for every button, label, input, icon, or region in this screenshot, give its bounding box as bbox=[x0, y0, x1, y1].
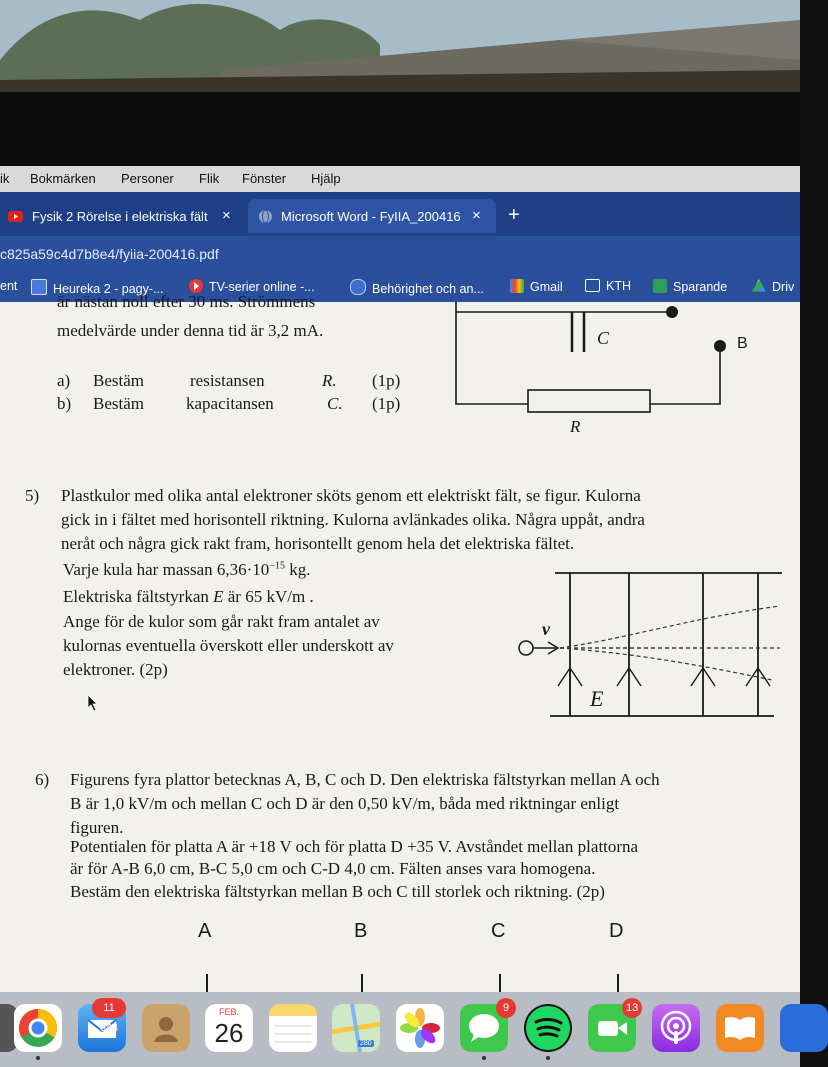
q4-b-verb: Bestäm bbox=[93, 394, 144, 413]
mouse-cursor-icon bbox=[86, 694, 100, 712]
q5-line: Plastkulor med olika antal elektroner sköts genom ett elektriskt fält, se figur. Kulorna bbox=[61, 486, 641, 505]
url-text: c825a59c4d7b8e4/fyiia-200416.pdf bbox=[0, 246, 219, 262]
youtube-icon bbox=[8, 211, 23, 222]
facetime-icon[interactable] bbox=[588, 1002, 639, 1052]
menu-item-people[interactable]: Personer bbox=[121, 171, 174, 186]
q4-b-word: kapacitansen bbox=[186, 394, 274, 413]
bookmark-label: Gmail bbox=[530, 280, 563, 294]
q4-a-symbol: R. bbox=[322, 371, 337, 390]
contacts-icon[interactable] bbox=[142, 1004, 190, 1052]
electric-field-figure bbox=[510, 568, 785, 720]
particle-circle bbox=[519, 641, 533, 655]
q6-number: 6) bbox=[35, 770, 50, 789]
maps-icon[interactable] bbox=[332, 1004, 380, 1052]
velocity-label: v bbox=[542, 619, 550, 639]
terminal-b-dot bbox=[714, 340, 726, 352]
book-icon bbox=[31, 279, 47, 295]
q5-mass-text: Varje kula har massan 6,36·10 bbox=[63, 560, 270, 579]
q5-field-text: Elektriska fältstyrkan bbox=[63, 587, 209, 606]
tab-word[interactable] bbox=[248, 199, 496, 233]
q5-line: Ange för de kulor som går rakt fram antalet av bbox=[63, 612, 380, 631]
folder-icon bbox=[585, 279, 600, 292]
q4-b-label: b) bbox=[57, 394, 72, 413]
menu-item-bookmarks[interactable]: Bokmärken bbox=[30, 171, 96, 186]
q6-line: är för A-B 6,0 cm, B-C 5,0 cm och C-D 4,0 cm. Fälten anses vara homogena. bbox=[70, 859, 596, 878]
q4-b-points: (1p) bbox=[372, 394, 401, 413]
menu-item-ik[interactable]: ik bbox=[0, 171, 10, 186]
podcasts-icon[interactable] bbox=[652, 1004, 700, 1052]
bookmark-label: Behörighet och an... bbox=[372, 282, 484, 296]
bookmark-gmail[interactable] bbox=[510, 279, 563, 294]
capacitor-label: C bbox=[597, 328, 610, 348]
q4-a-word: resistansen bbox=[190, 371, 265, 390]
mail-icon[interactable] bbox=[78, 1004, 126, 1052]
maps-badge: 280 bbox=[360, 1040, 372, 1047]
plate-label-a: A bbox=[198, 920, 212, 942]
tab-label: Fysik 2 Rörelse i elektriska fält bbox=[32, 209, 208, 224]
tab-label: Microsoft Word - FyIIA_200416 bbox=[281, 209, 461, 224]
sheet-icon bbox=[653, 279, 667, 293]
scenery-illustration bbox=[0, 0, 800, 92]
circuit-diagram bbox=[440, 302, 770, 442]
new-tab-button[interactable]: + bbox=[508, 204, 520, 226]
q5-mass-unit: kg. bbox=[284, 560, 311, 579]
notes-icon[interactable] bbox=[269, 1004, 317, 1052]
messages-icon[interactable] bbox=[460, 1004, 508, 1052]
q5-line: gick in i fältet med horisontell riktning. Kulorna avlänkades olika. Några uppåt, andra bbox=[61, 510, 645, 529]
q5-mass-exponent: −15 bbox=[269, 560, 285, 572]
gmail-icon bbox=[510, 279, 524, 293]
field-e-label: E bbox=[590, 686, 604, 711]
plate-label-b: B bbox=[354, 920, 368, 942]
bookmark-ent[interactable] bbox=[0, 279, 17, 293]
bookmark-label: ent bbox=[0, 279, 18, 293]
menu-item-window[interactable]: Fönster bbox=[242, 171, 287, 186]
q5-line: neråt och några gick rakt fram, horisontellt genom hela det elektriska fältet. bbox=[61, 534, 575, 553]
q5-field-value: är 65 kV/m . bbox=[227, 587, 314, 606]
close-icon[interactable]: × bbox=[472, 207, 481, 224]
bookmark-drive[interactable] bbox=[752, 279, 794, 294]
play-arrow-icon bbox=[189, 279, 203, 293]
q5-mass bbox=[63, 560, 310, 580]
globe-icon bbox=[350, 279, 366, 295]
macos-dock bbox=[0, 992, 800, 1067]
q4-a-verb: Bestäm bbox=[93, 371, 144, 390]
close-icon[interactable]: × bbox=[222, 207, 231, 224]
q6-line: figuren. bbox=[70, 818, 124, 837]
chrome-icon[interactable] bbox=[14, 1004, 62, 1052]
calendar-day: 26 bbox=[214, 1018, 244, 1048]
menu-item-help[interactable]: Hjälp bbox=[311, 171, 341, 186]
books-icon[interactable] bbox=[716, 1004, 764, 1052]
q6-line: Bestäm den elektriska fältstyrkan mellan B och C till storlek och riktning. (2p) bbox=[70, 882, 605, 901]
bookmark-label: KTH bbox=[606, 279, 631, 293]
background-photo bbox=[0, 0, 800, 92]
bookmark-behorighet[interactable] bbox=[350, 279, 484, 296]
plate-label-c: C bbox=[491, 920, 506, 942]
tab-bar bbox=[0, 192, 800, 236]
terminal-dot bbox=[666, 306, 678, 318]
menu-item-tab[interactable]: Flik bbox=[199, 171, 220, 186]
q4-cut-line: är nästan noll efter 30 ms. Strömmens bbox=[57, 292, 316, 311]
bookmark-kth[interactable] bbox=[585, 279, 631, 293]
running-indicator bbox=[546, 1056, 550, 1060]
messages-badge: 9 bbox=[496, 998, 516, 1018]
tab-fysik[interactable] bbox=[0, 199, 245, 233]
photos-icon[interactable] bbox=[396, 1004, 444, 1052]
q4-a-points: (1p) bbox=[372, 371, 401, 390]
q6-line: B är 1,0 kV/m och mellan C och D är den 0,50 kV/m, båda med riktningar enligt bbox=[70, 794, 620, 813]
q6-line: Potentialen för platta A är +18 V och för platta D +35 V. Avståndet mellan plattorna bbox=[70, 837, 639, 856]
q6-line: Figurens fyra plattor betecknas A, B, C och D. Den elektriska fältstyrkan mellan A och bbox=[70, 770, 660, 789]
running-indicator bbox=[36, 1056, 40, 1060]
pdf-document bbox=[0, 292, 800, 992]
q5-field bbox=[63, 587, 314, 607]
bookmark-label: TV-serier online -... bbox=[209, 280, 315, 294]
bookmark-sparande[interactable] bbox=[653, 279, 727, 294]
bookmark-label: Sparande bbox=[673, 280, 728, 294]
bookmark-label: Heureka 2 - pagy-... bbox=[53, 282, 164, 296]
drive-icon bbox=[752, 279, 766, 293]
mail-badge: 11 644 bbox=[92, 998, 126, 1018]
calendar-month: FEB. bbox=[218, 1007, 239, 1017]
plate-label-d: D bbox=[609, 920, 624, 942]
calendar-icon[interactable] bbox=[205, 1004, 253, 1052]
globe-icon bbox=[258, 209, 273, 224]
q4-line: medelvärde under denna tid är 3,2 mA. bbox=[57, 321, 324, 340]
terminal-b-label: B bbox=[737, 335, 748, 352]
resistor-label: R bbox=[570, 417, 581, 436]
menubar bbox=[0, 166, 800, 192]
screen-bezel bbox=[0, 92, 800, 166]
q5-line: elektroner. (2p) bbox=[63, 660, 168, 679]
q4-a-label: a) bbox=[57, 371, 71, 390]
q5-line: kulornas eventuella överskott eller underskott av bbox=[63, 636, 394, 655]
q5-number: 5) bbox=[25, 486, 40, 505]
plates-figure bbox=[0, 966, 800, 992]
running-indicator bbox=[482, 1056, 486, 1060]
bookmark-label: Driv bbox=[772, 280, 795, 294]
q5-field-symbol: E bbox=[213, 587, 224, 606]
appstore-icon[interactable] bbox=[780, 1004, 828, 1052]
q4-b-symbol: C. bbox=[327, 394, 343, 413]
facetime-badge: 13 bbox=[622, 998, 642, 1018]
address-bar[interactable] bbox=[0, 236, 800, 272]
spotify-icon[interactable] bbox=[524, 1004, 572, 1052]
